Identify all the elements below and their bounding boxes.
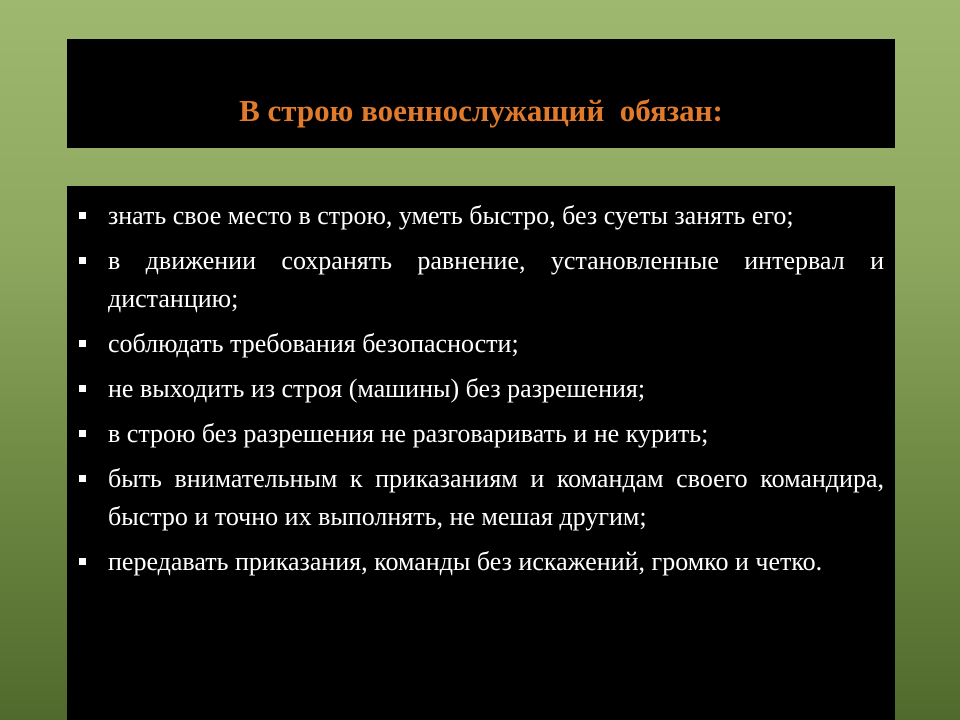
square-bullet-icon [79, 558, 86, 565]
square-bullet-icon [79, 340, 86, 347]
square-bullet-icon [79, 212, 86, 219]
title-panel [67, 39, 895, 148]
list-item-text: передавать приказания, команды без искажений, громко и четко. [108, 547, 823, 576]
list-item-text: знать свое место в строю, уметь быстро, без суеты занять его; [108, 201, 794, 230]
bullet-list [0, 197, 960, 588]
list-item [0, 242, 960, 318]
list-item [0, 460, 960, 536]
list-item-text: в строю без разрешения не разговаривать и не курить; [108, 419, 709, 448]
list-item [0, 197, 960, 235]
list-item [0, 370, 960, 408]
square-bullet-icon [79, 430, 86, 437]
list-item-text: быть внимательным к приказаниям и командам своего командира, быстро и точно их выполнять, не мешая другим; [108, 464, 884, 531]
list-item [0, 543, 960, 581]
list-item [0, 415, 960, 453]
square-bullet-icon [79, 257, 86, 264]
list-item-text: в движении сохранять равнение, установленные интервал и дистанцию; [108, 246, 884, 313]
list-item-text: не выходить из строя (машины) без разрешения; [108, 374, 646, 403]
list-item [0, 325, 960, 363]
square-bullet-icon [79, 385, 86, 392]
slide-title: В строю военнослужащий обязан: [239, 93, 723, 128]
list-item-text: соблюдать требования безопасности; [108, 329, 519, 358]
square-bullet-icon [79, 475, 86, 482]
